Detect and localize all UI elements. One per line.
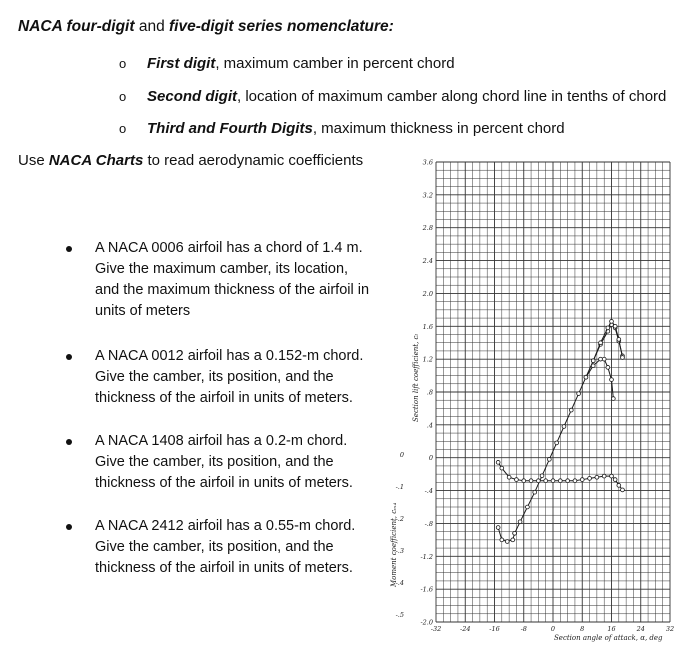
data-point xyxy=(496,526,500,530)
y-tick-label: -2.0 xyxy=(420,618,433,627)
data-point xyxy=(606,326,610,330)
x-tick-label: 8 xyxy=(580,625,585,633)
data-point xyxy=(551,479,555,483)
x-tick-label: -8 xyxy=(520,625,527,633)
data-point xyxy=(544,479,548,483)
nomenclature-heading xyxy=(18,18,394,36)
naca-charts-instruction xyxy=(18,152,363,169)
digit-item-first xyxy=(119,55,455,72)
data-point xyxy=(621,356,625,360)
y2-tick-label: -.5 xyxy=(395,611,404,619)
circle-bullet-icon: o xyxy=(119,121,127,136)
bullet-icon xyxy=(66,354,72,360)
y-tick-label: 0 xyxy=(428,454,433,463)
data-point xyxy=(610,378,614,382)
data-point xyxy=(610,474,614,478)
data-point xyxy=(540,474,544,478)
y-tick-label: .8 xyxy=(426,388,433,397)
lead-term: NACA Charts xyxy=(48,152,144,169)
y-tick-label: 1.6 xyxy=(422,322,433,331)
y2-tick-label: -.4 xyxy=(395,579,404,587)
data-point xyxy=(613,478,617,482)
digit-item-second xyxy=(119,88,666,105)
data-point xyxy=(555,441,559,445)
data-point xyxy=(606,365,610,369)
data-point xyxy=(513,531,517,535)
digit-desc: , location of maximum camber along chord line in tenths of chord xyxy=(237,88,667,105)
data-point xyxy=(507,475,511,479)
series-line xyxy=(586,359,613,398)
chart-grid xyxy=(436,162,670,622)
y2-tick-label: -.1 xyxy=(395,483,404,491)
data-point xyxy=(522,479,526,483)
question-item xyxy=(66,516,356,582)
x-tick-label: -16 xyxy=(489,625,500,633)
digit-desc: , maximum camber in percent chord xyxy=(215,55,455,72)
bullet-icon xyxy=(66,246,72,252)
data-point xyxy=(511,538,515,542)
heading-term-five-digit: five-digit series nomenclature: xyxy=(169,18,394,35)
x-tick-label: 32 xyxy=(665,625,675,633)
data-point xyxy=(536,479,540,483)
y-tick-label: -.4 xyxy=(424,487,433,496)
data-point xyxy=(621,488,625,492)
data-point xyxy=(588,477,592,481)
y-tick-label: 2.8 xyxy=(422,224,433,233)
data-point xyxy=(500,538,504,542)
question-item xyxy=(66,431,353,497)
series-line xyxy=(515,325,623,534)
x-tick-label: 24 xyxy=(636,625,645,633)
data-point xyxy=(573,479,577,483)
data-point xyxy=(518,520,522,524)
y2-tick-label: -.3 xyxy=(395,547,404,555)
data-point xyxy=(515,478,519,482)
digit-item-third xyxy=(119,120,565,137)
data-point xyxy=(602,357,606,361)
data-point xyxy=(547,457,551,461)
x-tick-label: -32 xyxy=(430,625,442,633)
data-point xyxy=(591,359,595,363)
question-text: A NACA 0006 airfoil has a chord of 1.4 m. Give the maximum camber, its location, and the maximum thickness of the airfoil in units of meters xyxy=(95,240,370,319)
lead-post: to read aerodynamic coefficients xyxy=(143,152,364,169)
data-point xyxy=(496,460,500,464)
data-point xyxy=(584,375,588,379)
y2-tick-label: -.2 xyxy=(395,515,404,523)
data-point xyxy=(599,357,603,361)
y-tick-label: 3.6 xyxy=(422,158,433,167)
question-text: A NACA 2412 airfoil has a 0.55-m chord. Give the camber, its position, and the thickness of the airfoil in units of meters. xyxy=(95,518,356,576)
y-tick-label: -1.2 xyxy=(420,552,433,561)
y-tick-label: 2.4 xyxy=(422,257,433,266)
y2-tick-label: 0 xyxy=(399,451,404,459)
heading-conjunction: and xyxy=(134,18,169,35)
chart-ticks xyxy=(396,159,675,634)
data-point xyxy=(595,475,599,479)
question-text: A NACA 1408 airfoil has a 0.2-m chord. Give the camber, its position, and the thickness of the airfoil in units of meters. xyxy=(95,433,353,491)
x-tick-label: -24 xyxy=(460,625,471,633)
digit-term: First digit xyxy=(147,55,216,72)
y-tick-label: 1.2 xyxy=(422,355,433,364)
data-point xyxy=(577,392,581,396)
digit-term: Second digit xyxy=(147,88,237,105)
data-point xyxy=(591,364,595,368)
data-point xyxy=(569,408,573,412)
data-point xyxy=(505,540,509,544)
y-tick-label: 3.2 xyxy=(422,191,433,200)
data-point xyxy=(558,479,562,483)
bullet-icon xyxy=(66,439,72,445)
data-point xyxy=(566,479,570,483)
data-point xyxy=(526,505,530,509)
x-tick-label: 16 xyxy=(607,625,616,633)
data-point xyxy=(617,483,621,487)
y2-axis-label: Moment coefficient, cₘ₄ xyxy=(390,502,398,587)
x-tick-label: 0 xyxy=(550,625,556,633)
data-point xyxy=(529,479,533,483)
digit-term: Third and Fourth Digits xyxy=(147,120,313,137)
data-point xyxy=(580,478,584,482)
y-tick-label: -1.6 xyxy=(420,585,433,594)
data-point xyxy=(613,324,617,328)
data-point xyxy=(610,319,614,323)
y-tick-label: 2.0 xyxy=(422,289,433,298)
circle-bullet-icon: o xyxy=(119,56,127,71)
data-point xyxy=(533,490,537,494)
question-item xyxy=(66,346,364,412)
question-text: A NACA 0012 airfoil has a 0.152-m chord. Give the camber, its position, and the thickness of the airfoil in units of meters. xyxy=(95,348,364,406)
x-axis-label: Section angle of attack, α, deg xyxy=(554,634,663,642)
data-point xyxy=(602,474,606,478)
heading-term-four-digit: NACA four-digit xyxy=(18,18,135,35)
bullet-icon xyxy=(66,524,72,530)
naca-airfoil-chart xyxy=(384,152,684,647)
circle-bullet-icon: o xyxy=(119,89,127,104)
y-axis-label: Section lift coefficient, cₗ xyxy=(412,333,420,422)
lead-pre: Use xyxy=(18,152,49,169)
digit-desc: , maximum thickness in percent chord xyxy=(312,120,565,137)
question-item xyxy=(66,238,370,328)
y-tick-label: -.8 xyxy=(424,519,433,528)
data-point xyxy=(599,341,603,345)
data-point xyxy=(562,425,566,429)
y-tick-label: .4 xyxy=(426,421,433,430)
data-point xyxy=(611,397,615,401)
data-point xyxy=(617,338,621,342)
data-point xyxy=(500,466,504,470)
